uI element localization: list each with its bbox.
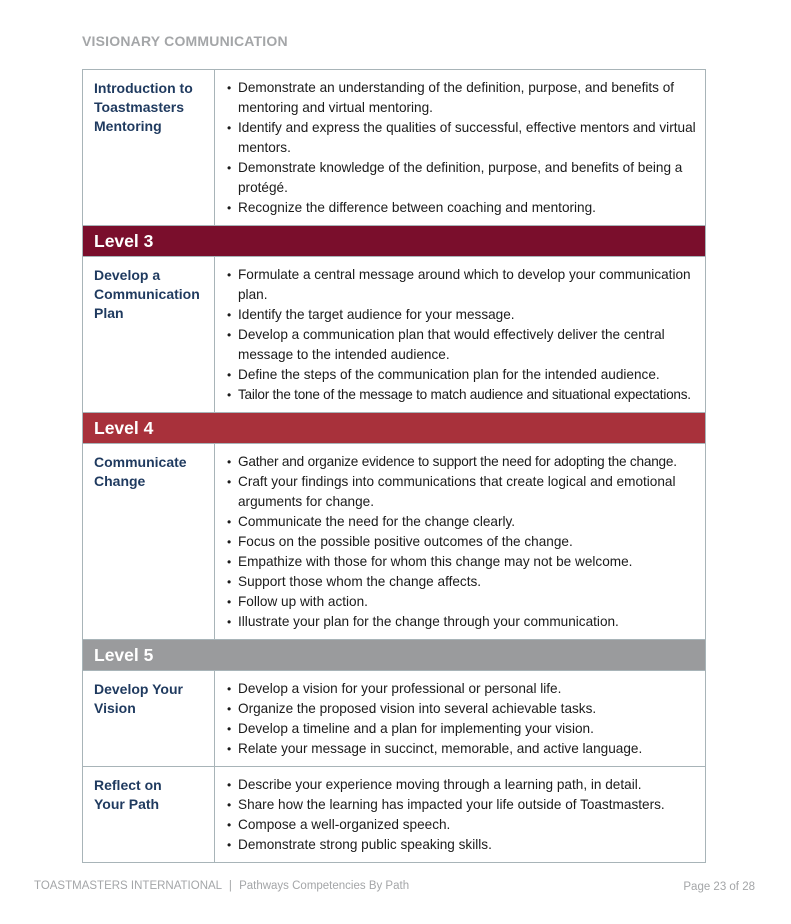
list-item: • Develop a timeline and a plan for implementing your vision. [227, 719, 701, 739]
list-item: • Demonstrate strong public speaking skills. [227, 835, 701, 855]
footer-org-doc [34, 880, 409, 892]
competency-list [215, 257, 705, 412]
project-name: Develop a Communication Plan [83, 257, 215, 412]
table-row [83, 70, 705, 225]
table-row [83, 443, 705, 639]
competency-list [215, 767, 705, 862]
list-item: • Illustrate your plan for the change through your communication. [227, 612, 701, 632]
list-item: • Organize the proposed vision into several achievable tasks. [227, 699, 701, 719]
level-5-header: Level 5 [83, 639, 705, 670]
list-item: • Share how the learning has impacted your life outside of Toastmasters. [227, 795, 701, 815]
competency-list [215, 444, 705, 639]
list-item: • Support those whom the change affects. [227, 572, 701, 592]
list-item: • Develop a communication plan that would effectively deliver the central message to the intended audience. [227, 325, 701, 365]
level-3-header: Level 3 [83, 225, 705, 256]
project-name: Reflect on Your Path [83, 767, 215, 862]
table-row [83, 670, 705, 766]
page-header-title: VISIONARY COMMUNICATION [82, 33, 288, 49]
list-item: • Gather and organize evidence to support the need for adopting the change. [227, 452, 701, 472]
list-item: • Demonstrate an understanding of the definition, purpose, and benefits of mentoring and virtual mentoring. [227, 78, 701, 118]
list-item: • Craft your findings into communications that create logical and emotional arguments for change. [227, 472, 701, 512]
list-item: • Relate your message in succinct, memorable, and active language. [227, 739, 701, 759]
footer-doc-title: Pathways Competencies By Path [239, 880, 410, 892]
list-item: • Tailor the tone of the message to match audience and situational expectations. [227, 385, 701, 405]
list-item: • Formulate a central message around which to develop your communication plan. [227, 265, 701, 305]
list-item: • Identify and express the qualities of successful, effective mentors and virtual mentors. [227, 118, 701, 158]
footer-page-number: Page 23 of 28 [683, 881, 755, 893]
competency-list [215, 671, 705, 766]
competency-list [215, 70, 705, 225]
list-item: • Describe your experience moving through a learning path, in detail. [227, 775, 701, 795]
table-row [83, 766, 705, 862]
list-item: • Define the steps of the communication plan for the intended audience. [227, 365, 701, 385]
project-name: Develop Your Vision [83, 671, 215, 766]
list-item: • Communicate the need for the change clearly. [227, 512, 701, 532]
list-item: • Follow up with action. [227, 592, 701, 612]
list-item: • Empathize with those for whom this change may not be welcome. [227, 552, 701, 572]
list-item: • Identify the target audience for your message. [227, 305, 701, 325]
competencies-table [82, 69, 706, 863]
level-4-header: Level 4 [83, 412, 705, 443]
list-item: • Develop a vision for your professional or personal life. [227, 679, 701, 699]
project-name: Communicate Change [83, 444, 215, 639]
footer-org: TOASTMASTERS INTERNATIONAL [34, 880, 222, 892]
list-item: • Demonstrate knowledge of the definition, purpose, and benefits of being a protégé. [227, 158, 701, 198]
list-item: • Recognize the difference between coaching and mentoring. [227, 198, 701, 218]
footer-separator: | [228, 880, 232, 892]
project-name: Introduction to Toastmasters Mentoring [83, 70, 215, 225]
table-row [83, 256, 705, 412]
list-item: • Compose a well-organized speech. [227, 815, 701, 835]
list-item: • Focus on the possible positive outcomes of the change. [227, 532, 701, 552]
